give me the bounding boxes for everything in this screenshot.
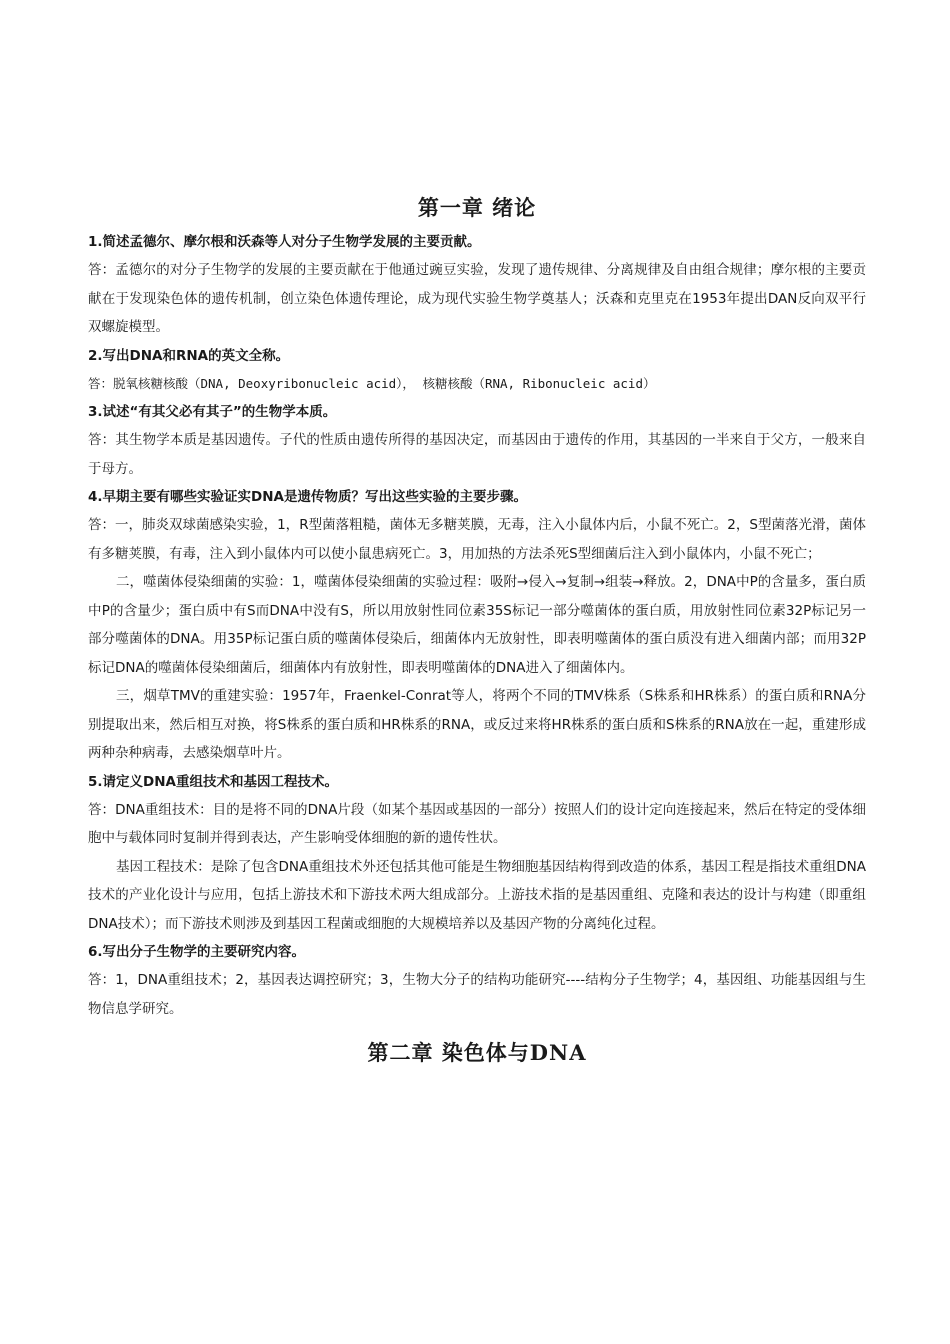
answer-paragraph: 答：1，DNA重组技术；2，基因表达调控研究；3，生物大分子的结构功能研究----结构分子生物学；4，基因组、功能基因组与生物信息学研究。 xyxy=(88,972,866,1017)
question-heading: 1.简述孟德尔、摩尔根和沃森等人对分子生物学发展的主要贡献。 xyxy=(88,234,481,250)
question-heading: 3.试述“有其父必有其子”的生物学本质。 xyxy=(88,404,337,420)
answer-paragraph: 答：DNA重组技术：目的是将不同的DNA片段（如某个基因或基因的一部分）按照人们的设计定向连接起来，然后在特定的受体细胞中与载体同时复制并得到表达，产生影响受体细胞的新的遗传性状。 xyxy=(88,801,866,846)
question-block-6 xyxy=(88,938,866,1023)
answer-paragraph: 二，噬菌体侵染细菌的实验：1，噬菌体侵染细菌的实验过程：吸附→侵入→复制→组装→释放。2，DNA中P的含量多，蛋白质中P的含量少；蛋白质中有S而DNA中没有S，所以用放射性同位素35S标记一部分噬菌体的蛋白质，用放射性同位素32P标记另一部分噬菌体的DNA。用35P标记蛋白质的噬菌体侵染后，细菌体内无放射性，即表明噬菌体的蛋白质没有进入细菌内部；而用32P标记DNA的噬菌体侵染细菌后，细菌体内有放射性，即表明噬菌体的DNA进入了细菌体内。 xyxy=(88,574,866,676)
question-heading: 4.早期主要有哪些实验证实DNA是遗传物质？写出这些实验的主要步骤。 xyxy=(88,489,527,505)
document-page xyxy=(88,192,866,1073)
question-block-2 xyxy=(88,342,866,399)
question-block-5 xyxy=(88,768,866,939)
answer-paragraph: 答：其生物学本质是基因遗传。子代的性质由遗传所得的基因决定，而基因由于遗传的作用，其基因的一半来自于父方，一般来自于母方。 xyxy=(88,432,866,477)
question-block-1 xyxy=(88,228,866,342)
question-heading: 2.写出DNA和RNA的英文全称。 xyxy=(88,347,290,364)
answer-paragraph: 答：孟德尔的对分子生物学的发展的主要贡献在于他通过豌豆实验，发现了遗传规律、分离规律及自由组合规律；摩尔根的主要贡献在于发现染色体的遗传机制，创立染色体遗传理论，成为现代实验生物学奠基人；沃森和克里克在1953年提出DAN反向双平行双螺旋模型。 xyxy=(88,262,866,335)
chapter-1-title: 第一章 绪论 xyxy=(417,195,537,220)
question-heading: 5.请定义DNA重组技术和基因工程技术。 xyxy=(88,773,338,790)
question-heading: 6.写出分子生物学的主要研究内容。 xyxy=(88,944,306,960)
answer-paragraph: 答：脱氧核糖核酸（DNA, Deoxyribonucleic acid）， 核糖核酸（RNA, Ribonucleic acid） xyxy=(88,375,656,391)
question-block-3 xyxy=(88,398,866,483)
answer-paragraph: 基因工程技术：是除了包含DNA重组技术外还包括其他可能是生物细胞基因结构得到改造的体系，基因工程是指技术重组DNA技术的产业化设计与应用，包括上游技术和下游技术两大组成部分。上游技术指的是基因重组、克隆和表达的设计与构建（即重组DNA技术）；而下游技术则涉及到基因工程菌或细胞的大规模培养以及基因产物的分离纯化过程。 xyxy=(88,858,866,932)
question-block-4 xyxy=(88,483,866,768)
chapter-2-title: 第二章 染色体与DNA xyxy=(367,1040,587,1065)
answer-paragraph: 答：一，肺炎双球菌感染实验，1，R型菌落粗糙，菌体无多糖荚膜，无毒，注入小鼠体内后，小鼠不死亡。2，S型菌落光滑，菌体有多糖荚膜，有毒，注入到小鼠体内可以使小鼠患病死亡。3，用加热的方法杀死S型细菌后注入到小鼠体内，小鼠不死亡； xyxy=(88,517,866,562)
answer-paragraph: 三，烟草TMV的重建实验：1957年，Fraenkel-Conrat等人，将两个不同的TMV株系（S株系和HR株系）的蛋白质和RNA分别提取出来，然后相互对换，将S株系的蛋白质和HR株系的RNA，或反过来将HR株系的蛋白质和S株系的RNA放在一起，重建形成两种杂种病毒，去感染烟草叶片。 xyxy=(88,688,866,761)
